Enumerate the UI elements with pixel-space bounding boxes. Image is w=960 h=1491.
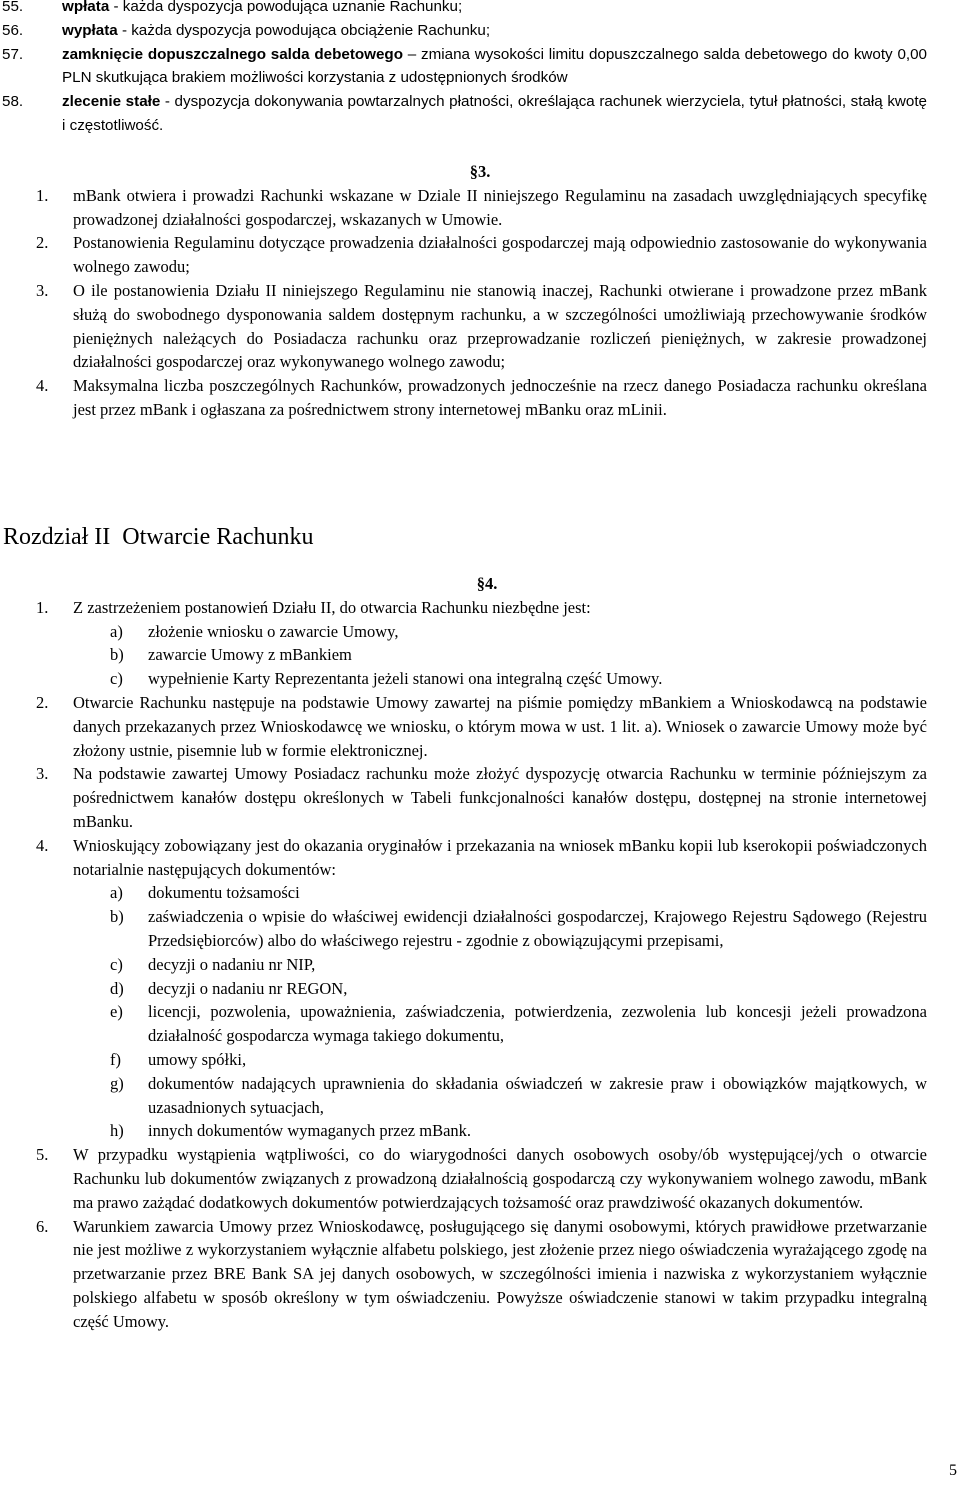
item-number: 5. bbox=[36, 1145, 49, 1165]
section-3 bbox=[0, 160, 960, 422]
sub-item-text: decyzji o nadaniu nr NIP, bbox=[148, 954, 316, 974]
list-item bbox=[0, 1143, 960, 1214]
sub-item bbox=[0, 1000, 960, 1048]
sub-item-text: zaświadczenia o wpisie do właściwej ewidencji działalności gospodarczej, Krajowego Rejestru Sądowego (Rejestru Przedsiębiorców) albo do właściwego rejestru - zgodnie z obowiązującymi przepisami, bbox=[148, 907, 927, 950]
list-item bbox=[0, 231, 960, 279]
item-number: 3. bbox=[36, 764, 49, 784]
item-number: 4. bbox=[36, 835, 49, 855]
section-4 bbox=[0, 572, 960, 1334]
item-number: 2. bbox=[36, 692, 49, 712]
sub-item-text: umowy spółki, bbox=[148, 1049, 247, 1069]
item-number: 2. bbox=[36, 233, 49, 253]
item-number: 3. bbox=[36, 280, 49, 300]
list-item bbox=[0, 762, 960, 833]
list-item bbox=[0, 691, 960, 762]
list-item bbox=[0, 596, 960, 620]
sub-item-text: dokumentu tożsamości bbox=[148, 883, 300, 903]
definition-text: - każda dyspozycja powodująca obciążenie Rachunku; bbox=[117, 21, 491, 39]
sub-item bbox=[0, 881, 960, 905]
item-number: 6. bbox=[36, 1216, 49, 1236]
list-item bbox=[0, 374, 960, 422]
sub-item bbox=[0, 667, 960, 691]
definition-term: wpłata bbox=[62, 0, 110, 15]
definition-term: zamknięcie dopuszczalnego salda debetowego bbox=[62, 45, 403, 63]
definition-number: 57. bbox=[2, 45, 24, 63]
chapter-title: Rozdział II Otwarcie Rachunku bbox=[3, 524, 314, 550]
list-item bbox=[0, 1215, 960, 1334]
sub-item bbox=[0, 953, 960, 977]
sub-item-text: zawarcie Umowy z mBankiem bbox=[148, 645, 352, 665]
definition-item bbox=[0, 90, 960, 138]
item-number: 4. bbox=[36, 376, 49, 396]
definition-text: - każda dyspozycja powodująca uznanie Rachunku; bbox=[109, 0, 463, 15]
definition-number: 58. bbox=[2, 93, 24, 111]
sub-item bbox=[0, 620, 960, 644]
sub-item bbox=[0, 977, 960, 1001]
definition-text: – zmiana wysokości limitu dopuszczalnego salda debetowego do kwoty 0,00 PLN skutkująca brakiem możliwości korzystania z udostępnionych środków bbox=[62, 45, 928, 87]
sub-item-text: wypełnienie Karty Reprezentanta jeżeli stanowi ona integralną część Umowy. bbox=[148, 669, 663, 689]
definition-item bbox=[0, 0, 960, 19]
list-item bbox=[0, 834, 960, 882]
definition-item bbox=[0, 19, 960, 43]
sub-item-letter: b) bbox=[110, 907, 124, 927]
sub-item-text: innych dokumentów wymaganych przez mBank. bbox=[148, 1121, 472, 1141]
list-item bbox=[0, 279, 960, 374]
section-mark: §4. bbox=[476, 574, 498, 593]
sub-item-letter: a) bbox=[110, 883, 123, 903]
item-text: Z zastrzeżeniem postanowień Działu II, do otwarcia Rachunku niezbędne jest: bbox=[73, 597, 591, 617]
item-text: Warunkiem zawarcia Umowy przez Wnioskodawcę, posługującego się danymi osobowymi, których prawidłowe przetwarzanie nie jest możliwe z wykorzystaniem wyłącznie alfabetu polskiego, jest złożenie przez niego oświadczenia wyrażającego zgodę na przetwarzanie przez BRE Bank SA jej danych osobowych, w szczególności imienia i nazwiska z wykorzystaniem wyłącznie polskiego alfabetu w sposób określony w tym oświadczeniu. Powyższe oświadczenie stanowi w takim przypadku integralną część Umowy. bbox=[73, 1216, 927, 1331]
sub-item-letter: c) bbox=[110, 954, 123, 974]
sub-item bbox=[0, 1048, 960, 1072]
sub-item-letter: g) bbox=[110, 1073, 124, 1093]
list-item bbox=[0, 184, 960, 232]
item-text: W przypadku wystąpienia wątpliwości, co do wiarygodności danych osobowych osoby/ób występującej/ych o otwarcie Rachunku lub dokumentów związanych z prowadzoną działalnością gospodarczą czy wykonywaniem wolnego zawodu, mBank ma prawo zażądać dodatkowych dokumentów potwierdzających tożsamość oraz prawdziwość okazanych dokumentów. bbox=[73, 1145, 927, 1212]
sub-item-text: decyzji o nadaniu nr REGON, bbox=[148, 978, 348, 998]
sub-item-letter: d) bbox=[110, 978, 124, 998]
item-number: 1. bbox=[36, 185, 49, 205]
sub-item bbox=[0, 1072, 960, 1120]
sub-item-letter: a) bbox=[110, 621, 123, 641]
definition-term: wypłata bbox=[62, 21, 118, 39]
sub-item-letter: b) bbox=[110, 645, 124, 665]
page-number: 5 bbox=[949, 1462, 957, 1480]
item-text: Otwarcie Rachunku następuje na podstawie Umowy zawartej na piśmie pomiędzy mBankiem a Wnioskodawcą na podstawie danych przekazanych przez Wnioskodawcę we wniosku, o którym mowa w ust. 1 lit. a). Wniosek o zawarcie Umowy może być złożony ustnie, pisemnie lub w formie elektronicznej. bbox=[73, 692, 927, 760]
sub-item-letter: f) bbox=[110, 1049, 121, 1069]
definitions-list bbox=[0, 0, 960, 138]
sub-item bbox=[0, 905, 960, 953]
item-text: mBank otwiera i prowadzi Rachunki wskazane w Dziale II niniejszego Regulaminu na zasadach uwzględniających specyfikę prowadzonej działalności gospodarczej, wskazanych w Umowie. bbox=[73, 185, 927, 229]
sub-item bbox=[0, 1119, 960, 1143]
definition-number: 56. bbox=[2, 21, 24, 39]
definition-text: - dyspozycja dokonywania powtarzalnych płatności, określająca rachunek wierzyciela, tytuł płatności, stałą kwotę i częstotliwość. bbox=[62, 93, 928, 134]
item-text: Maksymalna liczba poszczególnych Rachunków, prowadzonych jednocześnie na rzecz danego Posiadacza rachunku określana jest przez mBank i ogłaszana za pośrednictwem strony internetowej mBanku oraz mLinii. bbox=[73, 376, 927, 419]
sub-item bbox=[0, 643, 960, 667]
sub-item-text: licencji, pozwolenia, upoważnienia, zaświadczenia, potwierdzenia, zezwolenia lub koncesji jeżeli prowadzona działalność gospodarcza wymaga takiego dokumentu, bbox=[148, 1002, 927, 1046]
sub-item-text: złożenie wniosku o zawarcie Umowy, bbox=[148, 621, 399, 641]
item-text: Postanowienia Regulaminu dotyczące prowadzenia działalności gospodarczej mają odpowiednio zastosowanie do wykonywania wolnego zawodu; bbox=[73, 233, 927, 277]
sub-item-letter: c) bbox=[110, 669, 123, 689]
item-number: 1. bbox=[36, 597, 49, 617]
section-mark: §3. bbox=[469, 162, 491, 181]
definition-number: 55. bbox=[2, 0, 24, 15]
item-text: Wnioskujący zobowiązany jest do okazania oryginałów i przekazania na wniosek mBanku kopii lub kserokopii poświadczonych notarialnie następujących dokumentów: bbox=[73, 835, 927, 879]
sub-item-letter: h) bbox=[110, 1121, 124, 1141]
sub-item-letter: e) bbox=[110, 1002, 123, 1022]
item-text: O ile postanowienia Działu II niniejszego Regulaminu nie stanowią inaczej, Rachunki otwierane i prowadzone przez mBank służą do swobodnego dysponowania saldem dostępnym rachunku, a w szczególności umożliwiają przechowywanie środków pieniężnych należących do Posiadacza rachunku oraz przeprowadzanie rozliczeń pieniężnych, w zakresie prowadzonej działalności gospodarczej oraz wykonywanego wolnego zawodu; bbox=[73, 280, 927, 372]
definition-item bbox=[0, 43, 960, 91]
item-text: Na podstawie zawartej Umowy Posiadacz rachunku może złożyć dyspozycję otwarcia Rachunku w terminie późniejszym za pośrednictwem kanałów dostępu określonych w Tabeli funkcjonalności kanałów dostępu, dostępnej na stronie internetowej mBanku. bbox=[73, 764, 927, 831]
sub-item-text: dokumentów nadających uprawnienia do składania oświadczeń w zakresie praw i obowiązków majątkowych, w uzasadnionych sytuacjach, bbox=[148, 1073, 927, 1117]
definition-term: zlecenie stałe bbox=[62, 93, 161, 111]
